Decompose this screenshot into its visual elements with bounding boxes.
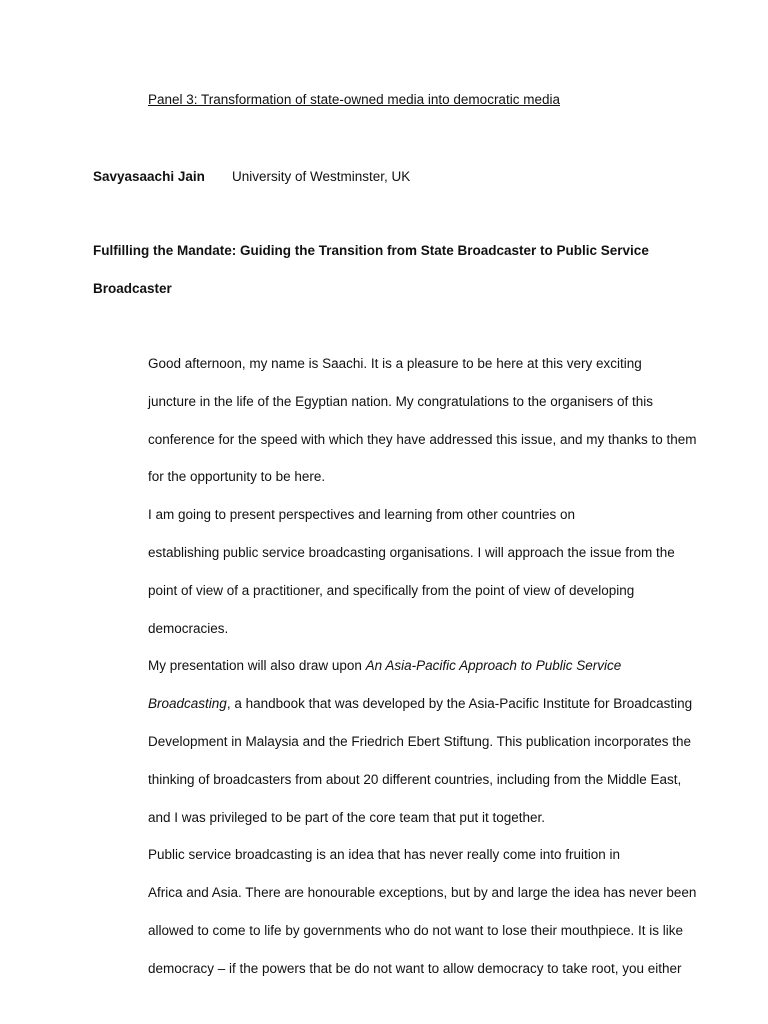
paper-title-line: Broadcaster [93, 281, 172, 296]
text-line: thinking of broadcasters from about 20 different countries, including from the Middle East, [148, 771, 682, 787]
author-affiliation: University of Westminster, UK [232, 169, 411, 184]
paper-title [93, 232, 673, 308]
book-title: Broadcasting [148, 696, 227, 712]
panel-heading: Panel 3: Transformation of state-owned media into democratic media [148, 92, 560, 107]
paper-title-line: Fulfilling the Mandate: Guiding the Transition from State Broadcaster to Public Service [93, 243, 649, 258]
text-fragment: My presentation will also draw upon [148, 658, 366, 674]
text-line: and I was privileged to be part of the core team that put it together. [148, 809, 545, 825]
text-line: Development in Malaysia and the Friedrich Ebert Stiftung. This publication incorporates the [148, 733, 692, 749]
text-line [93, 685, 693, 723]
body-text [93, 345, 697, 988]
text-line [93, 647, 675, 685]
paragraph [93, 836, 697, 987]
text-line: establishing public service broadcasting organisations. I will approach the issue from the [148, 544, 675, 560]
text-line: conference for the speed with which they have addressed this issue, and my thanks to them [148, 431, 697, 447]
text-line: democracies. [148, 620, 229, 636]
text-line: allowed to come to life by governments who do not want to lose their mouthpiece. It is like [148, 922, 684, 938]
text-line: Africa and Asia. There are honourable exceptions, but by and large the idea has never been [148, 885, 697, 901]
text-line: Public service broadcasting is an idea that has never really come into fruition in [148, 847, 620, 863]
text-line: I am going to present perspectives and learning from other countries on [148, 507, 575, 523]
text-line: point of view of a practitioner, and specifically from the point of view of developing [148, 582, 635, 598]
book-title: An Asia-Pacific Approach to Public Service [365, 658, 622, 674]
paragraph [93, 345, 697, 496]
text-fragment: , a handbook that was developed by the Asia-Pacific Institute for Broadcasting [226, 696, 693, 712]
text-line: juncture in the life of the Egyptian nation. My congratulations to the organisers of this [148, 393, 654, 409]
author-name: Savyasaachi Jain [93, 169, 205, 184]
text-line: for the opportunity to be here. [148, 469, 326, 485]
paragraph [93, 647, 693, 836]
text-line: democracy – if the powers that be do not want to allow democracy to take root, you either [148, 960, 682, 976]
paragraph [93, 496, 675, 647]
text-line: Good afternoon, my name is Saachi. It is a pleasure to be here at this very exciting [148, 356, 642, 371]
